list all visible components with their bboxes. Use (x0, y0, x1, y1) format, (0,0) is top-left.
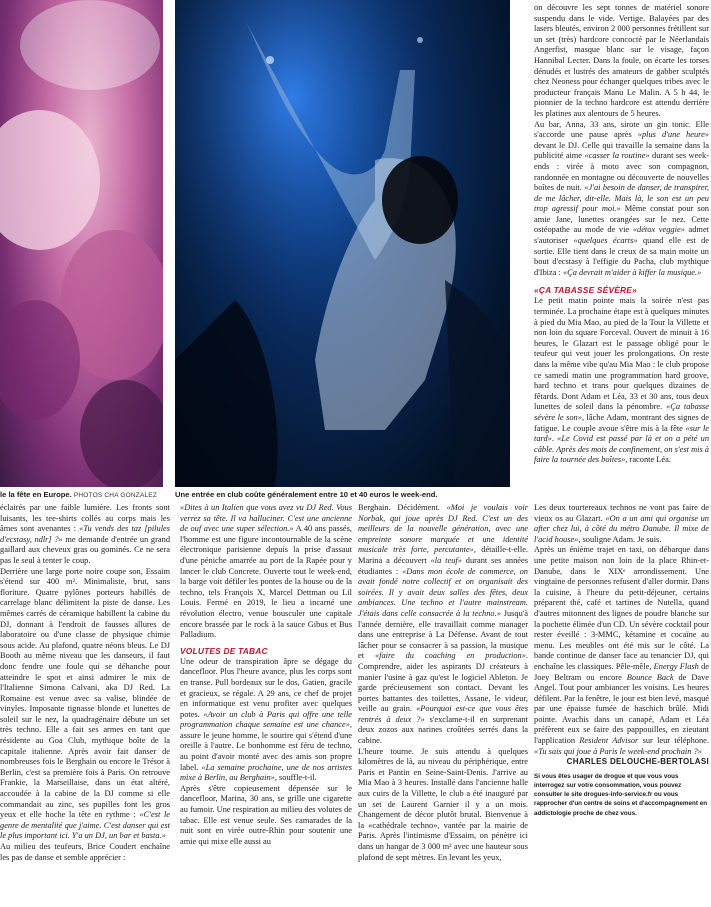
photo-center-dancer (175, 0, 510, 487)
paragraph: éclairés par une faible lumière. Les fronts sont luisants, les tee-shirts collés au corps mais les âmes sont avenantes : «Tu vends des taz [pilules d'ecstasy, ndlr] ?» me demande d'entrée un grand gaillard aux cheveux gras ou gominés. Ce ne sera pas le seul à tenter le coup. (0, 503, 170, 565)
column-1 (0, 503, 170, 905)
caption-center (175, 489, 438, 500)
paragraph: Après s'être copieusement dépensée sur le dancefloor, Marina, 30 ans, se grille une cigarette au fumoir. Une respiration au milieu des volutes de tabac. Elle est venue seule. Ses camarades de la nuit sont en virée outre-Rhin pour soutenir une amie qui mixe elle aussi au (180, 783, 352, 846)
paragraph: Derrière une large porte noire coupe son, Essaim s'étend sur 400 m². Minimaliste, brut, sans floriture. Quatre pylônes porteurs habillés de carrelage blanc délimitent la piste de danse. Les mêmes carrés de céramique habillent la cabine du DJ, donnant à l'endroit de fausses allures de laboratoire ou d'une classe de physique chimie sous acide. Au plafond, quatre néons bleus. Le DJ Booth au même niveau que les danseurs, il faut donc fendre une foule qui se déhanche pour atteindre le spot et ainsi admirer le mix de l'Italienne Simona Calvani, aka DJ Red. La Romaine est venue avec sa valise, blindée de vinyles. Imposante tignasse blonde et lunettes de soleil sur le nez, la quadragénaire débute un set très techno. Elle a fait ses armes en tant que résidente au Goa Club, mythique boîte de la capitale italienne. Après avoir fait danser de nombreuses fois le Berghain ou encore le Trésor à Berlin, c'est sa première fois à Paris. On retrouve Frankie, la Marseillaise, dans un état altéré, accoudée à la cabine de la DJ comme si elle commandait au zinc, ses pupilles font les gros yeux et elle hoche la tête en rythme : «C'est le genre de mentalité que j'aime. C'est danser qui est le plus important ici. Y'a un DJ, un bar et basta.» (0, 566, 170, 841)
paragraph: «Dites à un Italien que vous avez vu DJ Red. Vous verrez sa tête. Il va halluciner. C'est une ancienne de ouf avec une super sélection.» A 40 ans passés, l'homme est une figure incontournable de la scène électronique parisienne depuis la prise d'assaut d'une péniche amarrée au port de la Rapée pour y lancer le club Concrete. Ouverte tout le week-end, la barge voit défiler les pontes de la house ou de la techno, tels François X, Marcel Dettman ou Lil Louis. Fermé en 2019, le lieu a incarné une révolution électro, venue bousculer une capitale encore brassée par le rock à la sauce Gibus et Bus Palladium. (180, 503, 352, 640)
photo-left-crowd (0, 0, 163, 487)
column-4-bottom (534, 503, 709, 905)
subhead-ca-tabasse: «ÇA TABASSE SÉVÈRE» (534, 285, 637, 296)
subhead-volutes: VOLUTES DE TABAC (180, 645, 268, 656)
author-signature: CHARLES DELOUCHE-BERTOLASI (566, 757, 709, 767)
paragraph: Une odeur de transpiration âpre se dégage du dancefloor. Plus l'heure avance, plus les corps sont en transe. Pull bordeaux sur le dos, Gatien, gracile et gracieux, se régale. A 29 ans, ce chef de projet en informatique est venu profiter avec quelques potes. «Avoir un club à Paris qui offre une telle programmation chaque semaine est une chance», assure le jeune homme, le sourire qui s'étend d'une oreille à l'autre. Le bonhomme est féru de techno, au point d'avoir monté avec des amis son propre label. «La semaine prochaine, une de nos artistes mixe à Berlin, au Berghain», souffle-t-il. (180, 656, 352, 783)
paragraph: Les deux tourtereaux technos ne vont pas faire de vieux os au Glazart. «On a un ami qui organise un after chez lui, à côté du métro Danube. Il mixe de l'acid house», souligne Adam. Je suis. (534, 503, 709, 544)
column-4-top (534, 3, 709, 503)
caption-center-text: Une entrée en club coûte généralement entre 10 et 40 euros le week-end. (175, 490, 438, 499)
paragraph: L'heure tourne. Je suis attendu à quelques kilomètres de là, au niveau du périphérique, entre Paris et Pantin en Seine-Saint-Denis. J'arrive au Mia Mao à 3 heures. Installé dans l'ancienne halle aux cuirs de la Villette, le club a été inauguré par un set de Laurent Garnier il y a un mois. Changement de décor plutôt brutal. Bienvenue à la «cathédrale techno», vantée par la mairie de Paris. Après l'intimisme d'Essaim, on pénètre ici dans un hangar de 3 000 m² avec une hauteur sous plafond de sept mètres. En levant les yeux, (358, 746, 528, 862)
paragraph: Après un énième trajet en taxi, on débarque dans une petite maison non loin de la place Rhin-et-Danube, dans le XIXᵉ arrondissement. Une vingtaine de personnes refusent d'aller dormir. Dans la cuisine, à l'heure du petit-déjeuner, certains préparent thé, café et tartines de Nutella, quand d'autres mitonnent des lignes de poudre blanche sur la pochette élimée d'un CD. Un sévère cocktail pour rester éveillé : 3-MMC, kétamine et cocaïne au menu. Les meubles ont été mis sur le côté. La bande continue de danser face au tenancier DJ, qui enchaîne les classiques. Pêle-mêle, Energy Flash de Joey Beltram ou encore Bounce Back de Dave Angel. Tout pour ambiancer les voisins. Les heures défilent. Par la fenêtre, le jour est bien levé, masqué par une épaisse fumée de haschich brûlé. Midi pointe. Avachis dans un canapé, Adam et Léa préfèrent eux se faire des pappouilles, en zieutant l'application Resident Advisor sur leur téléphone. «Tu sais qui joue à Paris le week-end prochain ?» (534, 545, 709, 756)
caption-left (0, 489, 157, 501)
photo-credit: PHOTOS CHA GONZALEZ (73, 492, 158, 499)
paragraph: on découvre les sept tonnes de matériel sonore suspendu dans le vide. Vertige. Balayées par des lasers bleutés, environ 2 000 personnes frétillent sur un set (très) hardcore concocté par le Néerlandais Angerfist, masque blanc sur le visage, façon Hannibal Lecter. Dans la foule, on écarte les torses dénudés et lustrés des amateurs de gabber sculptés chez Neoness pour échanger quelques tribes avec le producteur français Manu Le Malin. A 5 h 44, le pionnier de la techno hardcore est attendu derrière les platines aux alentours de 5 heures. (534, 3, 709, 118)
paragraph: Au milieu des teufeurs, Brice Coudert enchaîne les pas de danse et semble apprécier : (0, 842, 170, 862)
paragraph: Berghain. Décidément. «Moi je voulais voir Norbak, qui joue après DJ Red. C'est un des meilleurs de la nouvelle génération, avec une empreinte sonore marquée et une identité musicale très forte, percutante», détaille-t-elle. Marina a découvert «la teuf» durant ses années étudiantes : «Dans mon école de commerce, on avait fondé notre collectif et on organisait des soirées. Il y avait deux salles des fêtes, deux ambiances. Une techno et l'autre mainstream. J'étais dans celle consacrée à la techno.» Jusqu'à l'année dernière, elle travaillait comme manager dans une entreprise à La Défense. Avant de tout lâcher pour se consacrer à sa passion, la musique et «faire du coaching en production». Comprendre, aider les aspirants DJ créateurs à manier l'usine à gaz qu'est le logiciel Ableton. Je garde précieusement son contact. Devant les portes battantes des toilettes, Assane, le videur, veille au grain. «Pourquoi est-ce que vous êtes rentrés à deux ?» s'exclame-t-il en surprenant deux zozos aux narines croûtées serrés dans la cabine. (358, 503, 528, 746)
column-3 (358, 503, 528, 905)
paragraph: Le petit matin pointe mais la soirée n'est pas terminée. La prochaine étape est à quelques minutes à pied du Mia Mao, au pied de la Tour la Villette et non loin du square Forceval. Ouvert de minuit à 16 heures, le Glazart est le passage obligé pour le teufeur qui veut jouer les prolongations. On reste dans la même vibe qu'au Mia Mao : le club propose ce samedi matin une programmation hard groove, hard techno et trans pour quelques dizaines de fêtards. Dont Adam et Léa, 33 et 30 ans, tous deux lunettes de soleil dans la pénombre. «Ça tabasse sévère le son», lâche Adam, montrant des signes de fatigue. Le couple avoue s'être mis à la fête «sur le tard». «Le Covid est passé par là et on a pété un câble. Après des mois de confinement, on s'est mis à faire la tournée des boîtes», raconte Léa. (534, 296, 709, 465)
caption-left-text: le la fête en Europe. (0, 490, 72, 499)
paragraph: Au bar, Anna, 33 ans, sirote un gin tonic. Elle s'accorde une pause après «plus d'une heure» devant le DJ. Celle qui travaille la semaine dans la publicité aime «casser la routine» durant ses week-ends : virée à moto avec son compagnon, randonnée en montagne ou découverte de nouvelles boîtes de nuit. «J'ai besoin de danser, de transpirer, de me lâcher, dit-elle. Mais là, le son est un peu trop agressif pour moi.» Même constat pour son amie Jane, lunettes orangées sur le nez. Cette ostéopathe au mode de vie «détox veggie» admet s'autoriser «quelques écarts» quand elle est de sortie. Elle tient dans le creux de sa main moite un bout d'ecstasy à l'effigie du Pacha, club mythique d'Ibiza : «Ça devrait m'aider à kiffer la musique.» (534, 119, 709, 277)
column-2 (180, 503, 352, 905)
drug-info-box: Si vous êtes usager de drogue et que vous vous interrogez sur votre consommation, vous pouvez consulter le site drogues-info-service.fr ou vous rapprocher d'un centre de soins et d'accompagnement en addictologie proche de chez vous. (534, 772, 708, 817)
